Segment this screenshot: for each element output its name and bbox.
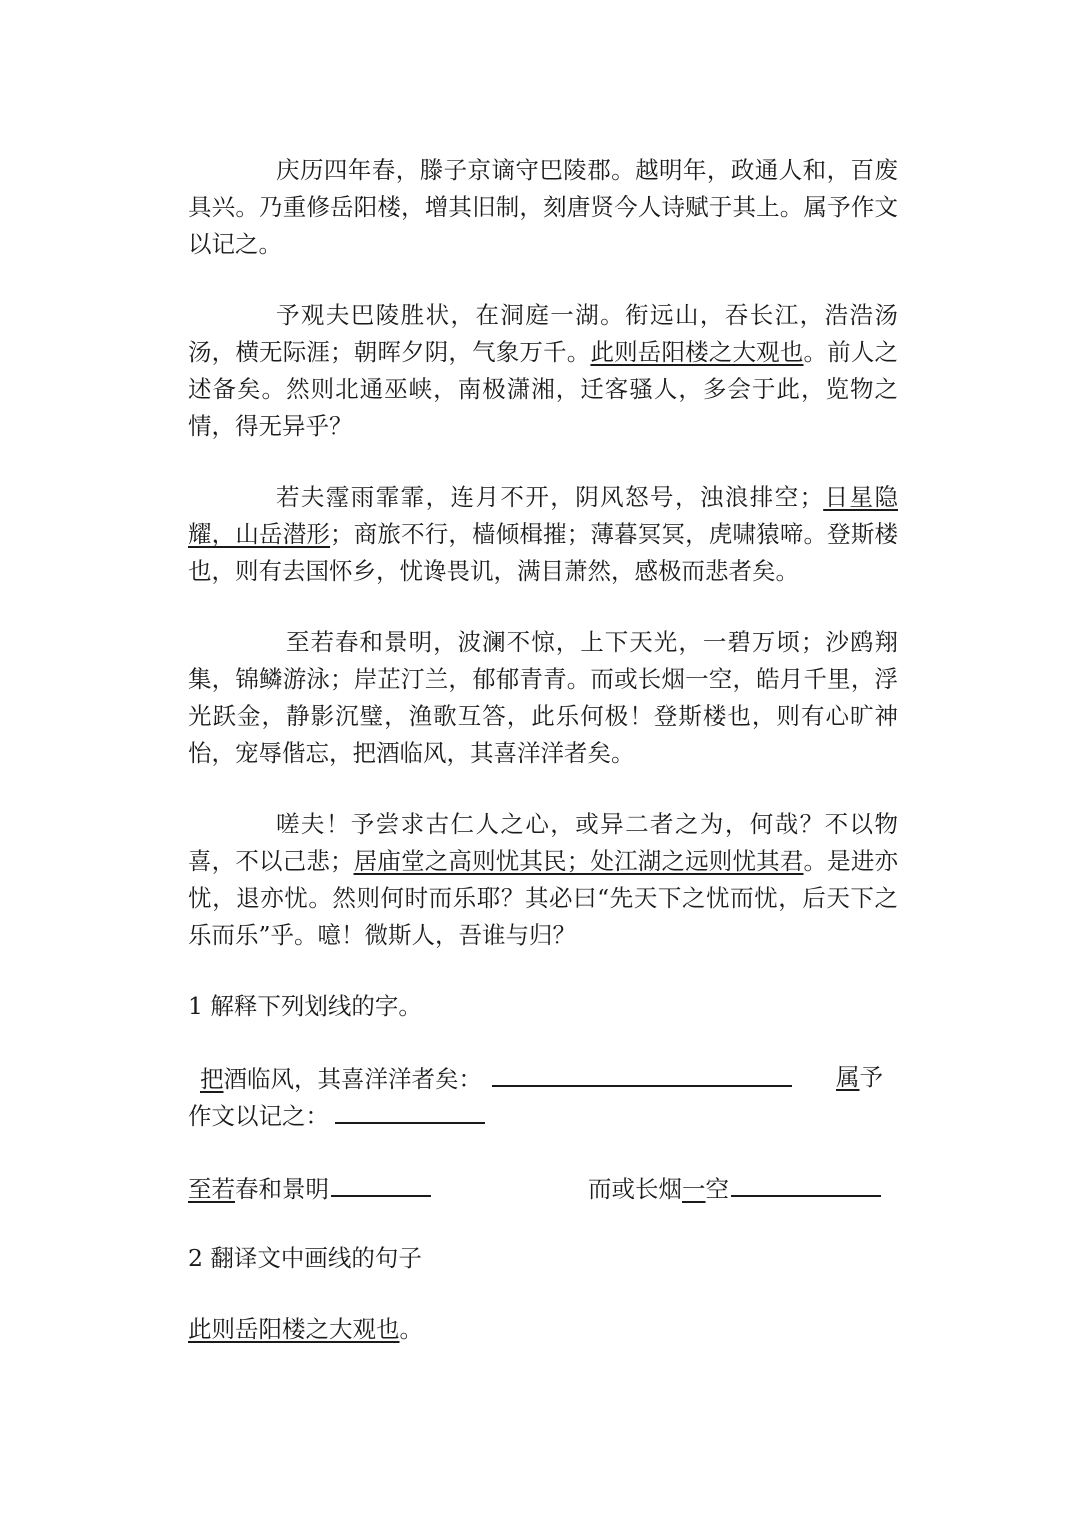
q1-item1-underlined-char: 把 (200, 1065, 224, 1093)
question-1-line-2 (188, 1096, 898, 1135)
paragraph-2-text-a: 予观夫巴陵胜状，在洞庭一湖。衔远山，吞长江，浩浩汤汤，横无际涯；朝晖夕阴，气象万千。 (188, 301, 898, 366)
passage-paragraph-4 (188, 624, 898, 772)
q1-item2-start (836, 1059, 883, 1096)
q1-item4-answer-blank[interactable] (731, 1169, 881, 1197)
q1-item1-answer-blank[interactable] (492, 1059, 792, 1087)
question-2-title: 2 翻译文中画线的句子 (188, 1244, 422, 1272)
question-2-item-1 (188, 1311, 898, 1348)
q1-item2-text-b: 作文以记之： (188, 1102, 329, 1130)
document-page (188, 152, 898, 1382)
q1-item1-text: 酒临风，其喜洋洋者矣： (223, 1065, 482, 1093)
paragraph-1-text: 庆历四年春，滕子京谪守巴陵郡。越明年，政通人和，百废具兴。乃重修岳阳楼，增其旧制，刻唐贤今人诗赋于其上。属予作文以记之。 (188, 156, 898, 258)
q2-item1-underlined-sentence: 此则岳阳楼之大观也 (188, 1315, 400, 1343)
q1-item4 (588, 1169, 881, 1208)
paragraph-3-underlined-phrase: 日星隐耀，山岳潜形 (188, 483, 898, 548)
passage-paragraph-1 (188, 152, 898, 263)
passage-paragraph-3 (188, 479, 898, 590)
paragraph-2-underlined-sentence: 此则岳阳楼之大观也 (590, 338, 804, 366)
paragraph-2-text-b: 。前人之述备矣。然则北通巫峡，南极潇湘，迁客骚人，多会于此，览物之情，得无异乎？ (188, 338, 899, 440)
q1-item4-text-a: 而或长烟 (588, 1175, 682, 1203)
paragraph-5-text-b: 。是进亦忧，退亦忧。然则何时而乐耶？其必曰“先天下之忧而忧，后天下之乐而乐”乎。噫！微斯人，吾谁与归？ (188, 847, 899, 949)
q1-item3-answer-blank[interactable] (331, 1169, 431, 1197)
q1-item3-text: 春和景明 (235, 1175, 329, 1203)
q1-item2-text-a: 予 (859, 1063, 883, 1091)
paragraph-5-text-a: 嗟夫！予尝求古仁人之心，或异二者之为，何哉？不以物喜，不以己悲； (188, 810, 898, 875)
question-1-line-1 (188, 1059, 898, 1096)
passage-paragraph-5 (188, 806, 898, 954)
question-1-items-b (188, 1169, 898, 1206)
q1-item4-text-b: 空 (705, 1175, 729, 1203)
q1-item4-underlined-char: 一 (682, 1175, 706, 1203)
q1-item2-answer-blank[interactable] (335, 1096, 485, 1124)
q1-item3-underlined-word: 至若 (188, 1175, 235, 1203)
paragraph-5-underlined-sentence: 居庙堂之高则忧其民；处江湖之远则忧其君 (353, 847, 804, 875)
question-1-title: 1 解释下列划线的字。 (188, 992, 422, 1020)
paragraph-3-text-a: 若夫霪雨霏霏，连月不开，阴风怒号，浊浪排空； (276, 483, 824, 511)
q1-item2-underlined-char: 属 (836, 1063, 860, 1091)
q2-item1-end: 。 (399, 1315, 423, 1343)
question-1-items-a (188, 1059, 898, 1135)
paragraph-4-text: 至若春和景明，波澜不惊，上下天光，一碧万顷；沙鸥翔集，锦鳞游泳；岸芷汀兰，郁郁青青。而或长烟一空，皓月千里，浮光跃金，静影沉璧，渔歌互答，此乐何极！登斯楼也，则有心旷神怡，宠辱偕忘，把酒临风，其喜洋洋者矣。 (188, 628, 898, 767)
paragraph-3-text-b: ；商旅不行，樯倾楫摧；薄暮冥冥，虎啸猿啼。登斯楼也，则有去国怀乡，忧谗畏讥，满目萧然，感极而悲者矣。 (188, 520, 899, 585)
q1-item3 (188, 1175, 431, 1203)
passage-paragraph-2 (188, 297, 898, 445)
